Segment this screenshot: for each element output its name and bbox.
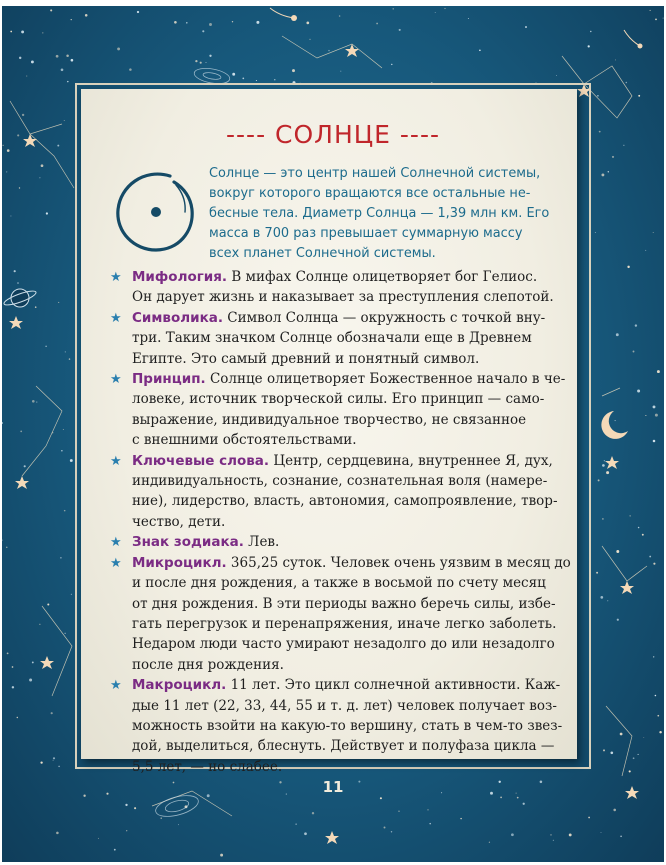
- star-dot: [630, 515, 631, 516]
- star-dot: [601, 173, 604, 176]
- star-dot: [653, 656, 654, 657]
- star-bullet-icon: ★: [110, 555, 122, 571]
- star-dot: [161, 817, 162, 818]
- star-dot: [45, 346, 46, 347]
- star-dot: [20, 431, 22, 433]
- entry-text-line: индивидуальность, сознание, сознательная воля (намере-: [132, 473, 548, 490]
- list-item: [110, 369, 566, 451]
- entry-term: Ключевые слова.: [132, 452, 270, 469]
- star-dot: [600, 596, 603, 599]
- star-dot: [489, 842, 490, 843]
- star-dot: [137, 11, 139, 13]
- star-dot: [31, 60, 34, 63]
- star-dot: [129, 68, 132, 71]
- star-dot: [617, 619, 619, 621]
- entry-text-line: можность взойти на какую-то вершину, стать в чем-то звез-: [132, 717, 563, 734]
- star-dot: [645, 415, 646, 416]
- star-dot: [649, 556, 651, 558]
- entry-text-line: 5,5 лет, — но слабее.: [132, 758, 283, 775]
- star-dot: [590, 31, 591, 32]
- star-dot: [523, 803, 525, 805]
- star-dot: [6, 171, 7, 172]
- list-item: [110, 267, 556, 308]
- star-dot: [384, 827, 386, 829]
- star-dot: [460, 818, 461, 819]
- star-dot: [220, 854, 223, 857]
- entry-text-line: от дня рождения. В эти периоды важно беречь силы, избе-: [132, 595, 556, 612]
- star-dot: [304, 832, 307, 835]
- star-dot: [256, 21, 259, 24]
- entry-text-line: три. Таким значком Солнце обозначали еще в Древнем: [132, 330, 532, 347]
- star-dot: [51, 712, 53, 714]
- star-dot: [339, 15, 341, 17]
- star-dot: [58, 302, 59, 303]
- star-dot: [511, 833, 514, 836]
- star-dot: [12, 666, 14, 668]
- entry-text-line: с внешними обстоятельствами.: [132, 432, 357, 449]
- star-dot: [429, 823, 431, 825]
- star-dot: [601, 832, 602, 833]
- star-dot: [638, 95, 640, 97]
- entry-text-line: Недаром люди часто умирают незадолго до или незадолго: [132, 636, 555, 653]
- star-dot: [604, 460, 605, 461]
- star-dot: [232, 73, 235, 76]
- star-bullet-icon: ★: [110, 372, 122, 388]
- star-dot: [553, 840, 554, 841]
- entry-text-line: ние), лидерство, власть, автономия, самопроявление, твор-: [132, 493, 558, 510]
- intro-line: бесные тела. Диаметр Солнца — 1,39 млн км. Его: [209, 206, 550, 221]
- intro-line: Солнце — это центр нашей Солнечной системы,: [209, 166, 541, 181]
- list-item: [110, 451, 556, 533]
- star-dot: [66, 54, 69, 57]
- star-dot: [46, 212, 48, 214]
- star-dot: [428, 809, 429, 810]
- star-dot: [655, 695, 657, 697]
- star-dot: [468, 18, 469, 19]
- star-dot: [653, 232, 654, 233]
- star-dot: [64, 510, 66, 512]
- star-bullet-icon: ★: [110, 270, 122, 285]
- star-dot: [200, 62, 202, 64]
- star-dot: [479, 49, 481, 51]
- entry-text: 365,25 суток. Человек очень уязвим в месяц до: [226, 554, 571, 571]
- star-dot: [32, 661, 34, 663]
- star-dot: [380, 797, 382, 799]
- star-dot: [643, 737, 644, 738]
- star-dot: [12, 686, 14, 688]
- entry-first-line: [132, 451, 556, 471]
- entry-first-line: [132, 308, 556, 328]
- star-dot: [71, 19, 72, 20]
- star-dot: [620, 733, 623, 736]
- star-dot: [39, 177, 40, 178]
- star-dot: [615, 59, 616, 60]
- entry-first-line: [132, 532, 556, 552]
- star-dot: [24, 465, 26, 467]
- entry-text-line: чество, дети.: [132, 513, 226, 530]
- entry-text-line: дые 11 лет (22, 33, 44, 55 и т. д. лет) человек получает воз-: [132, 697, 557, 714]
- star-dot: [655, 18, 657, 20]
- star-dot: [53, 757, 55, 759]
- star-dot: [42, 32, 43, 33]
- star-dot: [69, 358, 70, 359]
- star-dot: [633, 351, 635, 353]
- star-dot: [114, 849, 116, 851]
- star-dot: [232, 21, 233, 22]
- entry-text: Символ Солнца — окружность с точкой вну-: [222, 309, 546, 326]
- entry-text-line: выражение, индивидуальное творчество, не связанное: [132, 411, 527, 428]
- star-dot: [71, 59, 74, 62]
- star-dot: [602, 464, 605, 467]
- list-item: [110, 675, 563, 777]
- star-dot: [616, 333, 619, 336]
- entry-term: Принцип.: [132, 371, 206, 388]
- star-dot: [328, 50, 329, 51]
- star-dot: [399, 29, 401, 31]
- star-dot: [19, 57, 21, 59]
- star-dot: [40, 761, 42, 763]
- entry-text-line: дой, выделиться, блеснуть. Действует и полуфаза цикла —: [132, 738, 555, 755]
- star-dot: [657, 370, 660, 373]
- star-dot: [435, 12, 436, 13]
- star-dot: [242, 78, 244, 80]
- star-dot: [65, 633, 66, 634]
- entry-first-line: [132, 267, 556, 287]
- star-dot: [569, 833, 572, 836]
- entry-first-line: [132, 369, 566, 389]
- star-dot: [10, 215, 11, 216]
- star-dot: [598, 479, 600, 481]
- star-dot: [653, 405, 656, 408]
- star-dot: [53, 760, 54, 761]
- crescent-moon-icon: [601, 411, 628, 439]
- entry-text-line: после дня рождения.: [132, 656, 284, 673]
- star-dot: [65, 351, 66, 352]
- star-dot: [550, 834, 551, 835]
- entry-term: Макроцикл.: [132, 677, 227, 694]
- star-bullet-icon: ★: [110, 678, 122, 694]
- star-dot: [36, 402, 37, 403]
- star-dot: [556, 75, 557, 76]
- star-bullet-icon: ★: [110, 535, 122, 551]
- star-dot: [61, 450, 62, 451]
- sun-circle-dot-icon: [108, 164, 200, 256]
- star-dot: [292, 69, 295, 72]
- star-dot: [186, 22, 188, 24]
- star-dot: [627, 266, 629, 268]
- entry-text: Центр, сердцевина, внутреннее Я, дух,: [269, 452, 553, 469]
- star-dot: [603, 749, 605, 751]
- star-dot: [195, 60, 197, 62]
- star-dot: [61, 68, 64, 71]
- star-dot: [391, 831, 392, 832]
- star-dot: [17, 282, 19, 284]
- intro-line: всех планет Солнечной системы.: [209, 246, 436, 261]
- star-dot: [588, 817, 590, 819]
- star-dot: [637, 390, 640, 393]
- entry-text-line: и после дня рождения, а также в восьмой по счету месяц: [132, 575, 546, 592]
- star-dot: [56, 55, 59, 58]
- entry-text: В мифах Солнце олицетворяет бог Гелиос.: [227, 269, 538, 285]
- star-dot: [309, 39, 310, 40]
- star-dot: [525, 26, 527, 28]
- star-dot: [17, 717, 18, 718]
- star-dot: [10, 31, 12, 33]
- star-dot: [612, 156, 614, 158]
- entry-text: 11 лет. Это цикл солнечной активности. Каж-: [226, 677, 561, 694]
- star-dot: [620, 835, 622, 837]
- entry-text-line: Египте. Это самый древний и понятный символ.: [132, 350, 480, 367]
- star-dot: [35, 306, 37, 308]
- star-dot: [595, 232, 596, 233]
- star-dot: [202, 30, 204, 32]
- star-dot: [517, 797, 519, 799]
- entry-text-line: гать перегрузок и перенапряжения, иначе легко заболеть.: [132, 615, 557, 632]
- star-dot: [14, 270, 16, 272]
- star-dot: [659, 731, 661, 733]
- entries-list: [110, 267, 571, 777]
- list-item: [110, 532, 556, 552]
- intro-paragraph: [209, 164, 551, 264]
- star-dot: [642, 534, 644, 536]
- star-dot: [63, 429, 64, 430]
- star-dot: [340, 71, 341, 72]
- list-item: [110, 553, 571, 675]
- entry-text: Солнце олицетворяет Божественное начало в че-: [205, 371, 566, 388]
- star-dot: [597, 95, 599, 97]
- intro-line: вокруг которого вращаются все остальные не-: [209, 186, 531, 201]
- entry-term: Микроцикл.: [132, 554, 227, 571]
- star-dot: [657, 715, 659, 717]
- star-dot: [2, 540, 3, 541]
- star-dot: [67, 81, 68, 82]
- star-dot: [645, 250, 646, 251]
- star-dot: [655, 414, 658, 417]
- star-dot: [500, 797, 502, 799]
- star-dot: [588, 45, 590, 47]
- star-dot: [607, 600, 608, 601]
- star-dot: [653, 440, 656, 443]
- entry-first-line: [132, 675, 561, 695]
- entry-term: Символика.: [132, 309, 223, 326]
- star-dot: [71, 594, 72, 595]
- star-dot: [209, 23, 212, 26]
- star-bullet-icon: ★: [110, 310, 122, 326]
- star-dot: [178, 824, 179, 825]
- star-dot: [633, 757, 635, 759]
- comet-icon: [270, 8, 643, 49]
- list-item: [110, 308, 556, 369]
- star-dot: [295, 823, 296, 824]
- star-dot: [70, 459, 73, 462]
- star-dot: [638, 754, 639, 755]
- star-dot: [606, 471, 609, 474]
- star-dot: [206, 62, 207, 63]
- star-dot: [60, 557, 62, 559]
- star-dot: [391, 64, 392, 65]
- star-dot: [444, 8, 445, 9]
- star-dot: [638, 527, 640, 529]
- star-dot: [615, 420, 616, 421]
- star-dot: [85, 14, 88, 17]
- star-dot: [22, 114, 24, 116]
- star-dot: [2, 422, 3, 424]
- star-dot: [7, 653, 9, 655]
- star-dot: [50, 9, 52, 11]
- ringed-planet-icon: [3, 288, 38, 307]
- star-dot: [26, 76, 27, 77]
- star-dot: [663, 18, 664, 19]
- star-dot: [635, 324, 637, 326]
- star-dot: [29, 679, 32, 682]
- star-dot: [21, 30, 24, 33]
- star-dot: [39, 624, 40, 625]
- star-dot: [376, 23, 378, 25]
- star-dot: [47, 603, 49, 605]
- star-dot: [629, 770, 631, 772]
- entry-text-line: Он дарует жизнь и наказывает за преступления слепотой.: [132, 289, 554, 306]
- star-dot: [596, 572, 598, 574]
- star-dot: [6, 547, 7, 548]
- star-dot: [650, 10, 651, 11]
- star-dot: [117, 47, 120, 50]
- star-dot: [306, 22, 309, 25]
- star-dot: [19, 187, 20, 188]
- star-dot: [393, 8, 394, 9]
- star-dot: [608, 171, 609, 172]
- star-dot: [274, 79, 275, 80]
- entry-term: Знак зодиака.: [132, 534, 244, 551]
- star-dot: [616, 550, 619, 553]
- star-dot: [7, 149, 10, 152]
- star-dot: [256, 80, 257, 81]
- star-dot: [613, 809, 616, 812]
- star-dot: [56, 832, 59, 835]
- star-dot: [134, 807, 136, 809]
- star-dot: [126, 830, 127, 831]
- star-dot: [602, 518, 604, 520]
- page-title: ---- СОЛНЦЕ ----: [226, 120, 440, 149]
- star-dot: [125, 804, 127, 806]
- star-dot: [312, 812, 314, 814]
- star-dot: [610, 751, 613, 754]
- star-dot: [32, 400, 35, 403]
- intro-line: масса в 700 раз превышает суммарную массу: [209, 226, 523, 241]
- entry-first-line: [132, 553, 571, 573]
- star-dot: [41, 164, 44, 167]
- star-dot: [398, 811, 399, 812]
- star-dot: [626, 82, 628, 84]
- star-bullet-icon: ★: [110, 453, 122, 469]
- star-dot: [98, 838, 99, 839]
- entry-text-line: ловеке, источник творческой силы. Его принцип — само-: [132, 391, 545, 408]
- star-dot: [653, 563, 655, 565]
- entry-text: Лев.: [243, 534, 280, 551]
- star-dot: [58, 766, 60, 768]
- star-dot: [174, 21, 177, 24]
- entry-term: Мифология.: [132, 269, 228, 285]
- star-dot: [209, 55, 211, 57]
- page-number: 11: [322, 778, 344, 796]
